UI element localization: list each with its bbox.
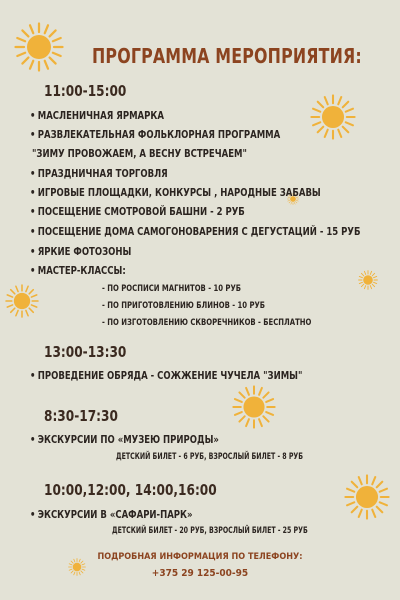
list-item: • ПОСЕЩЕНИЕ СМОТРОВОЙ БАШНИ - 2 РУБ [30,205,245,218]
contact-label: ПОДРОБНАЯ ИНФОРМАЦИЯ ПО ТЕЛЕФОНУ: [97,552,303,562]
list-item: • ПРАЗДНИЧНАЯ ТОРГОВЛЯ [30,167,168,180]
contact-phone: +375 29 125-00-95 [151,568,249,579]
ticket-prices: ДЕТСКИЙ БИЛЕТ - 6 РУБ, ВЗРОСЛЫЙ БИЛЕТ - 8 РУБ [116,452,304,462]
list-item-continuation: "ЗИМУ ПРОВОЖАЕМ, А ВЕСНУ ВСТРЕЧАЕМ" [32,147,247,160]
subitem: - ПО РОСПИСИ МАГНИТОВ - 10 РУБ [102,284,242,294]
sun-icon [344,474,390,520]
sun-icon [232,385,276,429]
list-item: • МАСТЕР-КЛАССЫ: [30,264,126,277]
sun-icon [5,284,39,318]
sun-icon [358,270,378,290]
list-item: • ПРОВЕДЕНИЕ ОБРЯДА - СОЖЖЕНИЕ ЧУЧЕЛА "ЗИМЫ" [30,369,303,382]
list-item: • ЭКСКУРСИИ В «САФАРИ-ПАРК» [30,508,193,521]
list-item: • МАСЛЕНИЧНАЯ ЯРМАРКА [30,109,164,122]
list-item: • ПОСЕЩЕНИЕ ДОМА САМОГОНОВАРЕНИЯ С ДЕГУСТАЦИЙ - 15 РУБ [30,225,361,238]
list-item: • ЭКСКУРСИИ ПО «МУЗЕЮ ПРИРОДЫ» [30,433,219,446]
subitem: - ПО ПРИГОТОВЛЕНИЮ БЛИНОВ - 10 РУБ [102,301,266,311]
page-title: ПРОГРАММА МЕРОПРИЯТИЯ: [92,44,362,68]
sun-icon [14,22,64,72]
section-time: 8:30-17:30 [44,407,118,425]
list-item: • ИГРОВЫЕ ПЛОЩАДКИ, КОНКУРСЫ , НАРОДНЫЕ ЗАБАВЫ [30,186,321,199]
list-item: • РАЗВЛЕКАТЕЛЬНАЯ ФОЛЬКЛОРНАЯ ПРОГРАММА [30,128,281,141]
ticket-prices: ДЕТСКИЙ БИЛЕТ - 20 РУБ, ВЗРОСЛЫЙ БИЛЕТ - 25 РУБ [112,526,308,536]
sun-icon [310,94,356,140]
subitem: - ПО ИЗГОТОВЛЕНИЮ СКВОРЕЧНИКОВ - БЕСПЛАТНО [102,318,312,328]
section-time: 13:00-13:30 [44,343,127,361]
section-time: 10:00,12:00, 14:00,16:00 [44,481,217,499]
section-time: 11:00-15:00 [44,82,127,100]
list-item: • ЯРКИЕ ФОТОЗОНЫ [30,245,132,258]
